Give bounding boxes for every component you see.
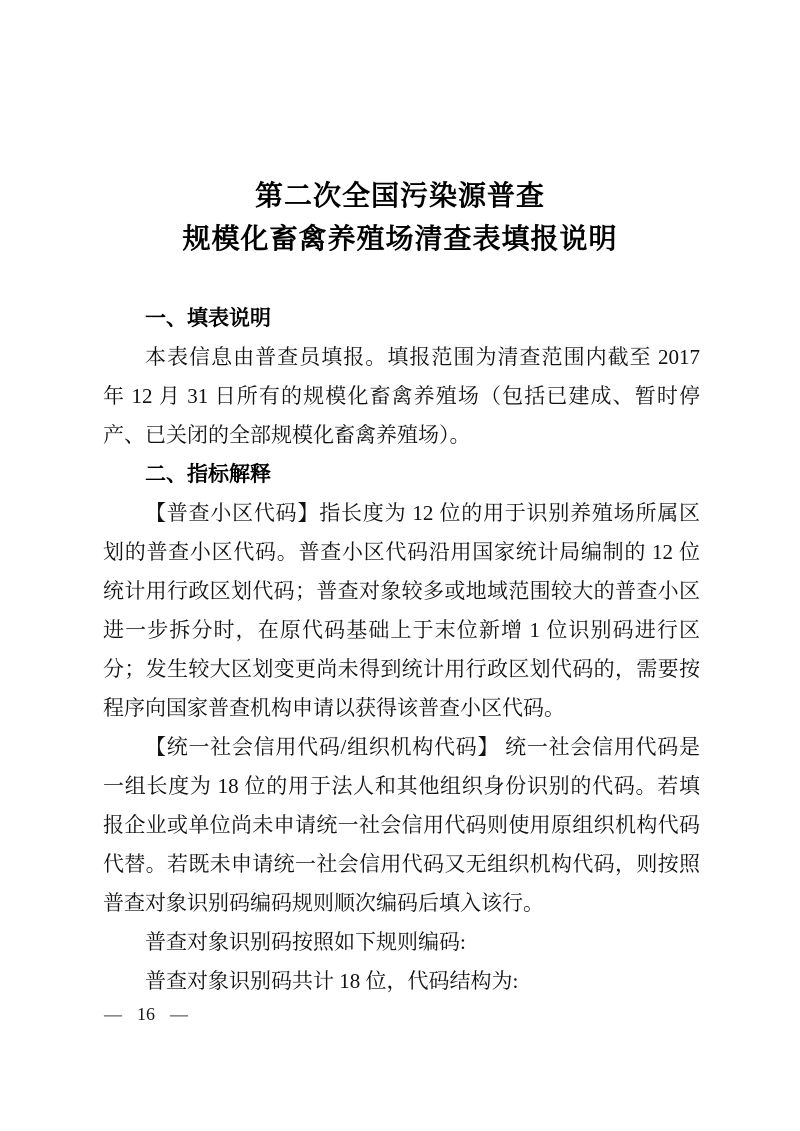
paragraph-id-code-structure-intro: 普查对象识别码共计 18 位，代码结构为: (145, 969, 519, 993)
section-heading-form-instructions: 一、填表说明 (145, 307, 271, 330)
page-footer (104, 1002, 188, 1026)
title-line-2: 规模化畜禽养殖场清查表填报说明 (182, 223, 618, 254)
page-number: 16 (137, 1004, 155, 1024)
footer-dash-right: — (170, 1004, 188, 1024)
section-heading-indicator-explanation: 二、指标解释 (145, 463, 271, 486)
title-line-1: 第二次全国污染源普查 (254, 180, 545, 211)
paragraph-unified-credit-code: 【统一社会信用代码/组织机构代码】 统一社会信用代码是一组长度为 18 位的用于法人和其他组织身份识别的代码。若填报企业或单位尚未申请统一社会信用代码则使用原组织机构代码代替。若既未申请统一社会信用代码又无组织机构代码，则按照普查对象识别码编码规则顺次编码后填入该行。 (103, 735, 700, 915)
footer-dash-left: — (104, 1004, 122, 1024)
paragraph-census-area-code: 【普查小区代码】指长度为 12 位的用于识别养殖场所属区划的普查小区代码。普查小区代码沿用国家统计局编制的 12 位统计用行政区划代码；普查对象较多或地域范围较大的普查小区进一步拆分时，在原代码基础上于末位新增 1 位识别码进行区分；发生较大区划变更尚未得到统计用行政区划代码的，需要按程序向国家普查机构申请以获得该普查小区代码。 (103, 501, 700, 720)
paragraph-reporting-scope: 本表信息由普查员填报。填报范围为清查范围内截至 2017 年 12 月 31 日所有的规模化畜禽养殖场（包括已建成、暂时停产、已关闭的全部规模化畜禽养殖场）。 (103, 345, 700, 447)
document-body (103, 299, 700, 1001)
document-title (100, 174, 700, 260)
paragraph-id-code-rule-intro: 普查对象识别码按照如下规则编码: (145, 930, 466, 954)
